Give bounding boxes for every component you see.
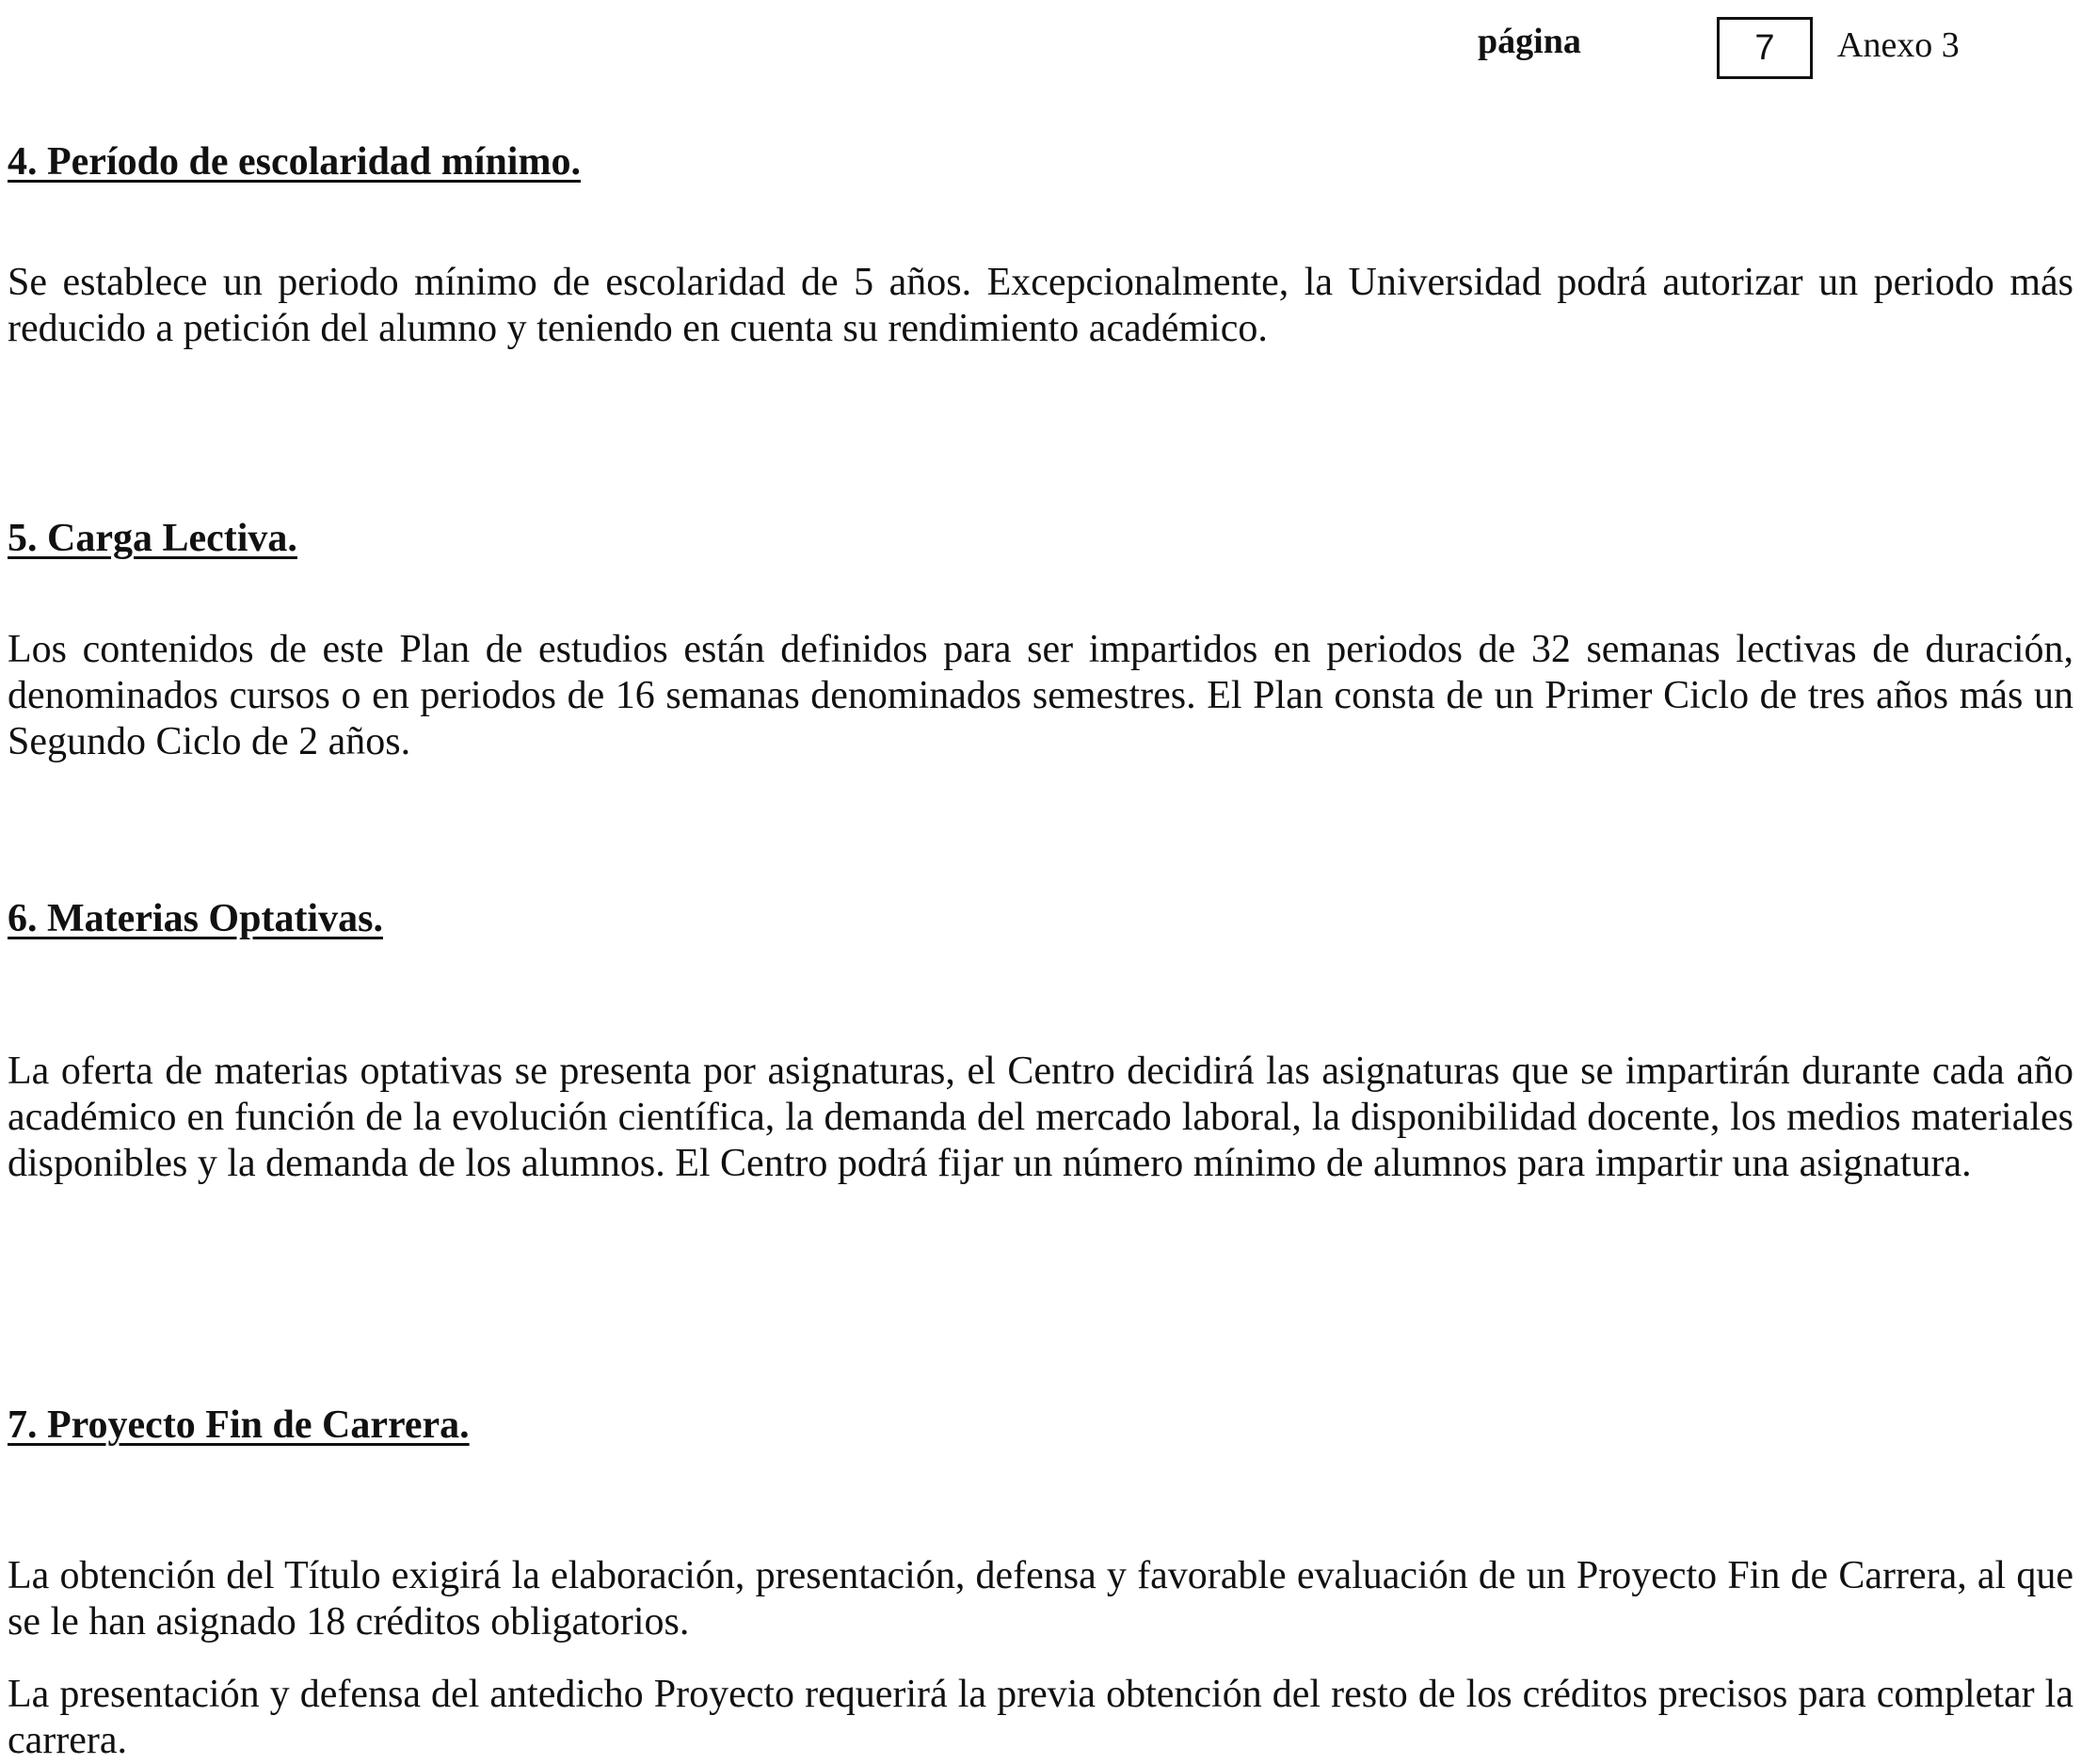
section-6-paragraph: La oferta de materias optativas se presenta por asignaturas, el Centro decidirá las asignaturas que se impartirán durante cada año académico en función de la evolución científica, la demanda del mercado laboral, la disponibilidad docente, los medios materiales disponibles y la demanda de los alumnos. El Centro podrá fijar un número mínimo de alumnos para impartir una asignatura. <box>8 1050 2073 1185</box>
section-7-paragraph-2: La presentación y defensa del antedicho Proyecto requerirá la previa obtención del resto de los créditos precisos para completar la carrera. <box>8 1673 2073 1762</box>
section-4-paragraph: Se establece un periodo mínimo de escolaridad de 5 años. Excepcionalmente, la Universidad podrá autorizar un periodo más reducido a petición del alumno y teniendo en cuenta su rendimiento académico. <box>8 261 2073 350</box>
section-heading-7: 7. Proyecto Fin de Carrera. <box>8 1403 470 1447</box>
section-heading-5: 5. Carga Lectiva. <box>8 517 297 560</box>
page-label: página <box>1478 22 1581 61</box>
page-header <box>1478 17 2042 83</box>
section-heading-6: 6. Materias Optativas. <box>8 897 383 940</box>
section-5-paragraph: Los contenidos de este Plan de estudios están definidos para ser impartidos en periodos de 32 semanas lectivas de duración, denominados cursos o en periodos de 16 semanas denominados semestres. El Plan consta de un Primer Ciclo de tres años más un Segundo Ciclo de 2 años. <box>8 628 2073 763</box>
section-heading-4: 4. Período de escolaridad mínimo. <box>8 140 581 184</box>
annex-label: Anexo 3 <box>1837 25 1960 65</box>
section-7-paragraph-1: La obtención del Título exigirá la elaboración, presentación, defensa y favorable evaluación de un Proyecto Fin de Carrera, al que se le han asignado 18 créditos obligatorios. <box>8 1554 2073 1644</box>
page-number-box: 7 <box>1717 17 1813 79</box>
